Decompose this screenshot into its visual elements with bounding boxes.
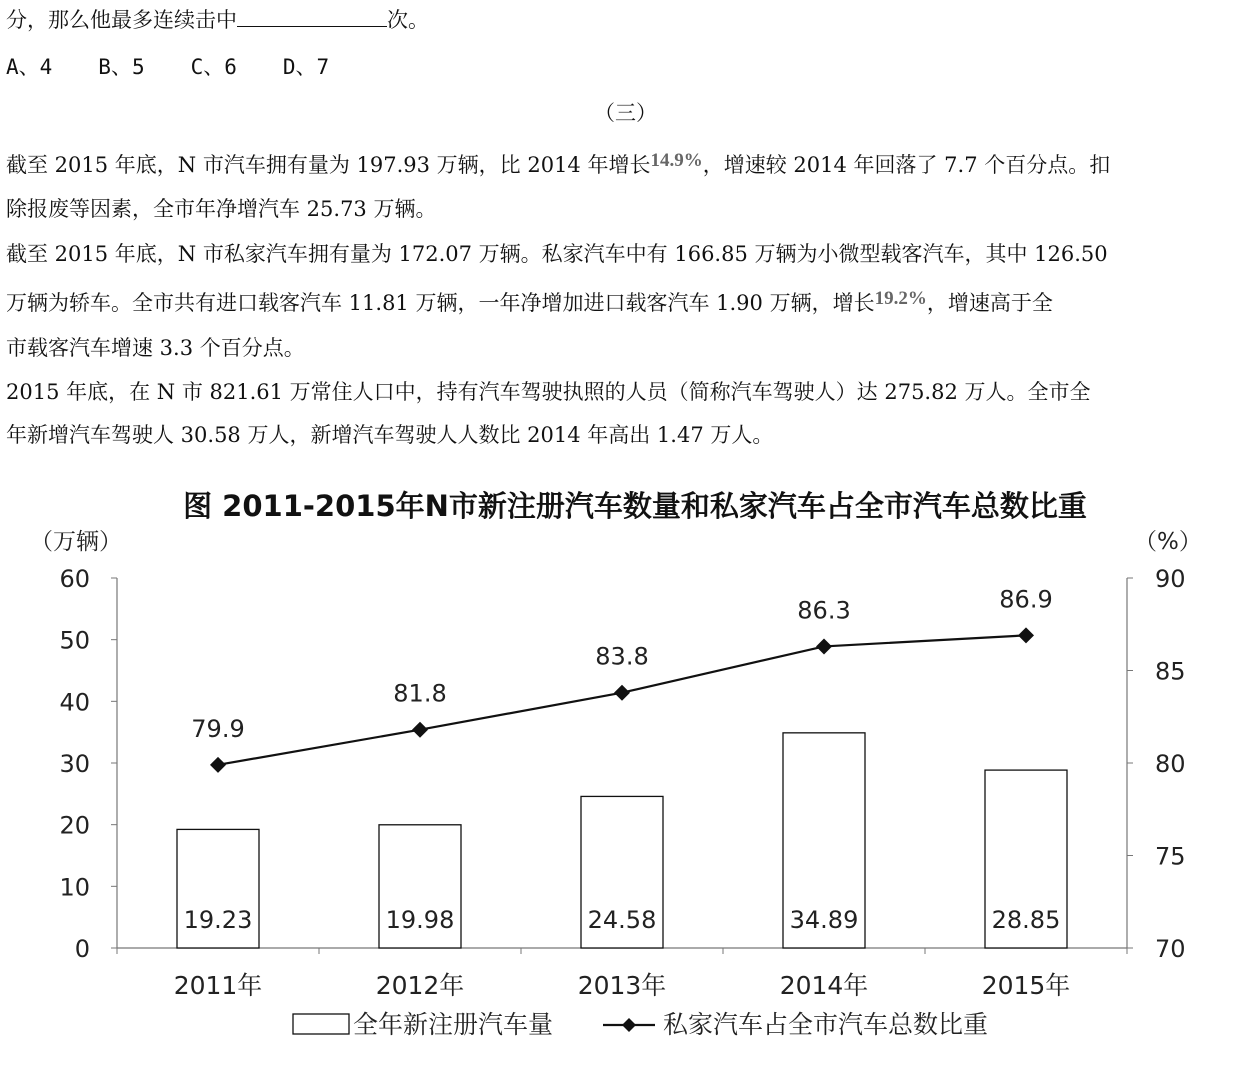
- legend-bar-label: 全年新注册汽车量: [353, 1010, 554, 1039]
- question-prefix: 分，那么他最多连续击中: [6, 8, 237, 32]
- line-data-label: 81.8: [393, 679, 447, 708]
- left-tick-label: 20: [59, 811, 90, 840]
- question-text: [6, 6, 429, 34]
- line-point: [412, 722, 428, 738]
- bar-data-label: 28.85: [991, 906, 1061, 934]
- line-data-label: 86.9: [999, 585, 1053, 614]
- right-tick-label: 90: [1155, 565, 1186, 593]
- bar-data-label: 19.98: [385, 906, 455, 934]
- bar-data-label: 19.23: [183, 906, 253, 934]
- p2-text-c: ，增速高于全: [926, 291, 1053, 315]
- line-data-label: 79.9: [191, 714, 245, 743]
- line-point: [816, 638, 832, 654]
- p2-percent: 19.2%: [874, 288, 927, 309]
- paragraph-1-line-1: [6, 151, 1110, 181]
- paragraph-3-line-1: 2015 年底，在 N 市 821.61 万常住人口中，持有汽车驾驶执照的人员（简称汽车驾驶人）达 275.82 万人。全市全: [6, 380, 1091, 404]
- x-tick-label: 2014年: [779, 971, 869, 1000]
- paragraph-3-line-2: 年新增汽车驾驶人 30.58 万人，新增汽车驾驶人人数比 2014 年高出 1.47 万人。: [6, 423, 774, 447]
- legend-line-marker: [622, 1018, 636, 1032]
- left-tick-label: 40: [59, 688, 90, 717]
- line-series: [191, 585, 1052, 773]
- option-a[interactable]: A、4: [6, 55, 53, 79]
- x-tick-label: 2011年: [173, 971, 263, 1000]
- option-d[interactable]: D、7: [282, 55, 330, 79]
- paragraph-1-line-2: 除报废等因素，全市年净增汽车 25.73 万辆。: [6, 197, 437, 221]
- x-tick-label: 2012年: [375, 971, 465, 1000]
- option-c[interactable]: C、6: [190, 55, 237, 79]
- line-data-label: 83.8: [595, 642, 649, 671]
- left-axis-unit: （万辆）: [30, 529, 122, 555]
- chart-legend: [293, 1010, 988, 1039]
- left-tick-label: 50: [59, 626, 90, 655]
- section-heading: （三）: [594, 101, 657, 125]
- legend-line-label: 私家汽车占全市汽车总数比重: [663, 1010, 989, 1039]
- line-point: [210, 757, 226, 773]
- paragraph-2-line-1: 截至 2015 年底，N 市私家汽车拥有量为 172.07 万辆。私家汽车中有 166.85 万辆为小微型载客汽车，其中 126.50: [6, 242, 1108, 266]
- p2-text-b: 万辆为轿车。全市共有进口载客汽车 11.81 万辆，一年净增加进口载客汽车 1.90 万辆，增长: [6, 291, 875, 315]
- x-tick-label: 2013年: [577, 971, 667, 1000]
- right-axis-unit: （%）: [1134, 529, 1202, 555]
- x-tick-label: 2015年: [981, 971, 1071, 1000]
- answer-options: [6, 53, 375, 81]
- right-tick-label: 75: [1155, 842, 1186, 871]
- chart-title: 图 2011-2015年N市新注册汽车数量和私家汽车占全市汽车总数比重: [183, 489, 1087, 523]
- paragraph-2-line-2: [6, 289, 1053, 319]
- bar-data-label: 24.58: [587, 906, 657, 934]
- right-tick-label: 70: [1155, 935, 1186, 963]
- line-point: [614, 685, 630, 701]
- left-tick-label: 30: [59, 750, 90, 778]
- right-tick-label: 80: [1155, 750, 1186, 778]
- left-tick-label: 10: [59, 873, 90, 902]
- bar-data-label: 34.89: [789, 906, 859, 934]
- left-tick-label: 0: [74, 935, 90, 963]
- p1-text-b: ，增速较 2014 年回落了 7.7 个百分点。扣: [702, 153, 1111, 177]
- bar-series: [177, 733, 1067, 948]
- answer-blank: [237, 6, 387, 27]
- p1-text-a: 截至 2015 年底，N 市汽车拥有量为 197.93 万辆，比 2014 年增长: [6, 153, 651, 177]
- p1-percent: 14.9%: [650, 150, 703, 171]
- line-data-label: 86.3: [797, 596, 851, 625]
- paragraph-2-line-3: 市载客汽车增速 3.3 个百分点。: [6, 336, 305, 360]
- combo-chart: [0, 470, 1251, 1070]
- question-suffix: 次。: [387, 8, 429, 32]
- option-b[interactable]: B、5: [98, 55, 145, 79]
- legend-bar-swatch: [293, 1014, 349, 1034]
- line-point: [1018, 627, 1034, 643]
- right-tick-label: 85: [1155, 657, 1186, 686]
- left-tick-label: 60: [59, 565, 90, 593]
